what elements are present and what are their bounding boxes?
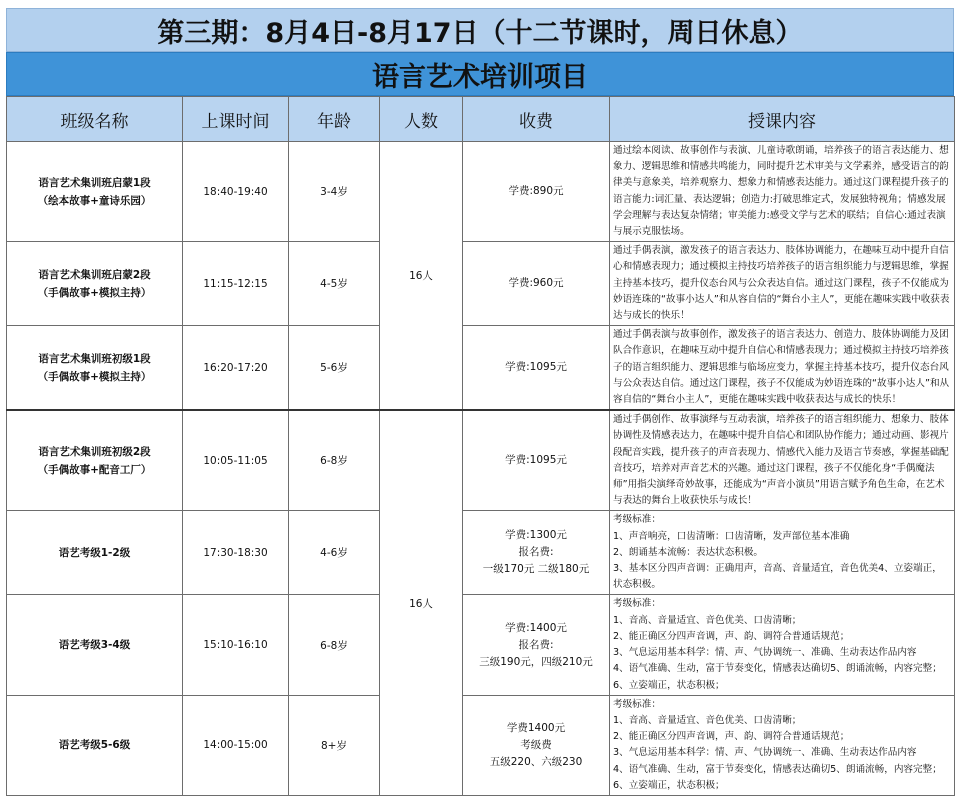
fee-line: 学费:890元 bbox=[508, 185, 564, 198]
class-name-cell bbox=[7, 695, 183, 795]
class-subtitle: （手偶故事+配音工厂） bbox=[37, 463, 152, 476]
class-name-cell bbox=[7, 511, 183, 595]
fee-line: 考级费 bbox=[520, 738, 552, 751]
table-row bbox=[7, 410, 955, 511]
class-content: 通过手偶表演，激发孩子的语言表达力、肢体协调能力，在趣味互动中提升自信心和情感表现力；通过模拟主持技巧培养孩子的语言组织能力与逻辑思维，掌握主持基本技巧，提升仪态台风与公众表达自信。通过这门课程，孩子不仅能成为妙语连珠的“故事小达人”和从容自信的“舞台小主人”，更能在趣味实践中收获表达与成长的快乐！ bbox=[610, 242, 955, 326]
class-name: 语言艺术集训班初级2段 bbox=[38, 445, 151, 458]
class-subtitle: （手偶故事+模拟主持） bbox=[37, 286, 152, 299]
fee-line: 学费:1300元 bbox=[505, 529, 567, 542]
class-age: 4-5岁 bbox=[289, 242, 380, 326]
class-name-cell bbox=[7, 242, 183, 326]
class-content: 考级标准： 1、声音响亮，口齿清晰：口齿清晰，发声部位基本准确 2、朗诵基本流畅：表达状态积极。 3、基本区分四声音调：正确用声，音高、音量适宜，音色优美4、立姿端正，状态积极。 bbox=[610, 511, 955, 595]
class-time: 14:00-15:00 bbox=[183, 695, 289, 795]
class-fee bbox=[463, 595, 610, 695]
class-name-cell bbox=[7, 142, 183, 242]
class-fee bbox=[463, 410, 610, 511]
class-fee bbox=[463, 142, 610, 242]
fee-line: 学费:1095元 bbox=[505, 361, 567, 374]
class-fee bbox=[463, 326, 610, 411]
column-header-time: 上课时间 bbox=[183, 97, 289, 142]
fee-line: 一级170元 二级180元 bbox=[482, 563, 590, 576]
class-age: 4-6岁 bbox=[289, 511, 380, 595]
column-header-class: 班级名称 bbox=[7, 97, 183, 142]
class-fee bbox=[463, 511, 610, 595]
class-count: 16人 bbox=[380, 142, 463, 411]
class-name: 语艺考级5-6级 bbox=[58, 739, 131, 752]
class-count: 16人 bbox=[380, 410, 463, 795]
fee-line: 学费:1095元 bbox=[505, 454, 567, 467]
column-header-content: 授课内容 bbox=[610, 97, 955, 142]
class-time: 16:20-17:20 bbox=[183, 326, 289, 411]
class-subtitle: （绘本故事+童诗乐园） bbox=[37, 194, 152, 207]
class-content: 考级标准： 1、音高、音量适宜、音色优美、口齿清晰； 2、能正确区分四声音调，声、韵、调符合普通话规范； 3、气息运用基本科学：情、声、气协调统一、准确、生动表达作品内容 4、语气准确、生动，富于节奏变化，情感表达确切5、朗诵流畅，内容完整； 6、立姿端正，状态积极； bbox=[610, 595, 955, 695]
table-header-row bbox=[7, 97, 955, 142]
class-name: 语言艺术集训班启蒙2段 bbox=[38, 268, 151, 281]
class-content: 通过手偶表演与故事创作，激发孩子的语言表达力、创造力、肢体协调能力及团队合作意识，在趣味互动中提升自信心和情感表现力；通过模拟主持技巧培养孩子的语言组织能力、逻辑思维与临场应变力，掌握主持基本技巧，提升仪态台风与公众表达自信。通过这门课程，孩子不仅能成为妙语连珠的“故事小达人”和从容自信的“舞台小主人”，更能在趣味实践中收获表达与成长的快乐！ bbox=[610, 326, 955, 411]
period-banner: 第三期：8月4日-8月17日（十二节课时，周日休息） bbox=[6, 8, 954, 52]
table-row bbox=[7, 326, 955, 411]
class-name-cell bbox=[7, 595, 183, 695]
class-name: 语言艺术集训班启蒙1段 bbox=[38, 176, 151, 189]
class-time: 11:15-12:15 bbox=[183, 242, 289, 326]
class-name: 语艺考级1-2级 bbox=[58, 546, 131, 559]
page-title: 语言艺术培训项目 bbox=[6, 52, 954, 96]
fee-line: 学费:1400元 bbox=[505, 621, 567, 634]
fee-line: 报名费: bbox=[518, 546, 554, 559]
table-row bbox=[7, 695, 955, 795]
class-fee bbox=[463, 695, 610, 795]
table-row bbox=[7, 242, 955, 326]
fee-line: 三级190元，四级210元 bbox=[479, 655, 593, 668]
class-fee bbox=[463, 242, 610, 326]
class-content: 通过绘本阅读、故事创作与表演、儿童诗歌朗诵，培养孩子的语言表达能力、想象力、逻辑思维和情感共鸣能力，同时提升艺术审美与文学素养，感受语言的韵律美与意象美，培养观察力、想象力和情感表达能力。通过这门课程提升孩子的语言能力:词汇量、表达逻辑；创造力:打破思维定式，发展独特视角；情感发展学会理解与表达复杂情绪；审美能力:感受文学与艺术的联结；自信心:通过表演与展示克服怯场。 bbox=[610, 142, 955, 242]
fee-line: 报名费: bbox=[518, 638, 554, 651]
class-age: 6-8岁 bbox=[289, 410, 380, 511]
class-name-cell bbox=[7, 410, 183, 511]
column-header-count: 人数 bbox=[380, 97, 463, 142]
table-row bbox=[7, 142, 955, 242]
class-age: 3-4岁 bbox=[289, 142, 380, 242]
class-content: 考级标准： 1、音高、音量适宜、音色优美、口齿清晰； 2、能正确区分四声音调，声、韵、调符合普通话规范； 3、气息运用基本科学：情、声、气协调统一、准确、生动表达作品内容 4、语气准确、生动，富于节奏变化，情感表达确切5、朗诵流畅，内容完整； 6、立姿端正，状态积极； bbox=[610, 695, 955, 795]
class-time: 15:10-16:10 bbox=[183, 595, 289, 695]
fee-line: 学费:960元 bbox=[508, 277, 564, 290]
column-header-age: 年龄 bbox=[289, 97, 380, 142]
class-age: 5-6岁 bbox=[289, 326, 380, 411]
class-age: 6-8岁 bbox=[289, 595, 380, 695]
course-table bbox=[6, 96, 955, 796]
fee-line: 学费1400元 bbox=[506, 721, 566, 734]
class-time: 18:40-19:40 bbox=[183, 142, 289, 242]
class-name: 语言艺术集训班初级1段 bbox=[38, 352, 151, 365]
schedule-page bbox=[6, 8, 954, 791]
class-name-cell bbox=[7, 326, 183, 411]
class-time: 17:30-18:30 bbox=[183, 511, 289, 595]
class-name: 语艺考级3-4级 bbox=[58, 639, 131, 652]
class-time: 10:05-11:05 bbox=[183, 410, 289, 511]
column-header-fee: 收费 bbox=[463, 97, 610, 142]
class-content: 通过手偶创作、故事演绎与互动表演，培养孩子的语言组织能力、想象力、肢体协调性及情感表达力，在趣味中提升自信心和团队协作能力；通过动画、影视片段配音实践，提升孩子的声音表现力、情感代入能力及语言节奏感，掌握基础配音技巧，培养对声音艺术的兴趣。通过这门课程，孩子不仅能化身“手偶魔法师”用指尖演绎奇妙故事，还能成为“声音小演员”用语言赋予角色生命，在艺术与表达的舞台上收获快乐与成长！ bbox=[610, 410, 955, 511]
table-row bbox=[7, 595, 955, 695]
class-age: 8+岁 bbox=[289, 695, 380, 795]
fee-line: 五级220、六级230 bbox=[489, 755, 583, 768]
class-subtitle: （手偶故事+模拟主持） bbox=[37, 370, 152, 383]
table-row bbox=[7, 511, 955, 595]
